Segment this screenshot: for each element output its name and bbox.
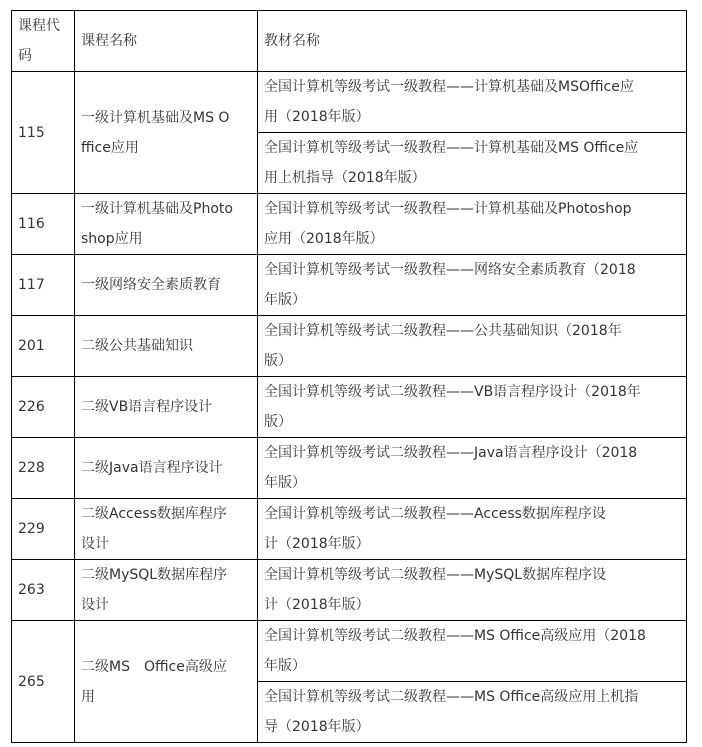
cell-text-line: 全国计算机等级考试一级教程——计算机基础及MSOffice应 — [264, 79, 634, 95]
cell-text-line: 一级网络安全素质教育 — [81, 277, 221, 293]
course-code-cell: 228 — [12, 438, 75, 499]
table-row — [12, 377, 687, 438]
course-code-cell: 265 — [12, 621, 75, 743]
course-name-cell — [75, 438, 258, 499]
table-row — [12, 560, 687, 621]
cell-text-line: 年版） — [264, 658, 306, 674]
textbook-name-cell — [258, 255, 687, 316]
cell-text-line: 二级公共基础知识 — [81, 338, 193, 354]
textbook-name-cell — [258, 72, 687, 133]
textbook-name-cell — [258, 377, 687, 438]
textbook-name-cell — [258, 438, 687, 499]
table-row — [12, 438, 687, 499]
cell-text-line: 版） — [264, 353, 292, 369]
cell-text-line: 用上机指导（2018年版） — [264, 170, 426, 186]
table-row — [12, 255, 687, 316]
textbook-name-cell — [258, 499, 687, 560]
header-text: 教材名称 — [264, 33, 320, 49]
textbook-name-cell — [258, 194, 687, 255]
table-row — [12, 194, 687, 255]
table-row — [12, 621, 687, 682]
cell-text-line: shop应用 — [81, 231, 143, 247]
table-header-row — [12, 11, 687, 72]
header-course-name — [75, 11, 258, 72]
cell-text-line: 全国计算机等级考试二级教程——VB语言程序设计（2018年 — [264, 384, 641, 400]
cell-text-line: 二级Access数据库程序 — [81, 506, 227, 522]
textbook-name-cell — [258, 682, 687, 743]
course-name-cell — [75, 377, 258, 438]
cell-text-line: 二级VB语言程序设计 — [81, 399, 213, 415]
course-code-cell: 226 — [12, 377, 75, 438]
cell-text-line: 用 — [81, 688, 95, 705]
header-text: 码 — [18, 48, 32, 64]
course-code-cell: 263 — [12, 560, 75, 621]
cell-text-line: 设计 — [81, 597, 109, 613]
course-code-cell: 201 — [12, 316, 75, 377]
header-course-code — [12, 11, 75, 72]
cell-text-line: 年版） — [264, 475, 306, 491]
textbook-name-cell — [258, 316, 687, 377]
cell-text-line: 全国计算机等级考试二级教程——公共基础知识（2018年 — [264, 323, 622, 339]
cell-text-line: 二级MS Office高级应 — [81, 658, 227, 675]
table-body — [12, 11, 687, 743]
cell-text-line: 全国计算机等级考试一级教程——计算机基础及Photoshop — [264, 201, 632, 217]
course-name-cell — [75, 255, 258, 316]
course-name-cell — [75, 621, 258, 743]
cell-text-line: 用（2018年版） — [264, 109, 370, 125]
cell-text-line: 一级计算机基础及MS O — [81, 109, 230, 126]
course-name-cell — [75, 194, 258, 255]
cell-text-line: 导（2018年版） — [264, 719, 370, 735]
cell-text-line: ffice应用 — [81, 139, 139, 156]
cell-text-line: 设计 — [81, 536, 109, 552]
cell-text-line: 二级Java语言程序设计 — [81, 460, 223, 476]
cell-text-line: 一级计算机基础及Photo — [81, 201, 233, 217]
course-code-cell: 117 — [12, 255, 75, 316]
cell-text-line: 全国计算机等级考试二级教程——MS Office高级应用（2018 — [264, 628, 646, 644]
cell-text-line: 全国计算机等级考试二级教程——MS Office高级应用上机指 — [264, 689, 639, 705]
table-row — [12, 316, 687, 377]
header-text: 课程代 — [18, 18, 60, 34]
textbook-name-cell — [258, 621, 687, 682]
header-textbook-name — [258, 11, 687, 72]
table-row — [12, 72, 687, 133]
cell-text-line: 年版） — [264, 292, 306, 308]
course-name-cell — [75, 560, 258, 621]
course-code-cell: 115 — [12, 72, 75, 194]
textbook-name-cell — [258, 560, 687, 621]
course-textbook-table — [11, 10, 687, 743]
cell-text-line: 版） — [264, 414, 292, 430]
course-name-cell — [75, 499, 258, 560]
cell-text-line: 全国计算机等级考试一级教程——计算机基础及MS Office应 — [264, 140, 639, 156]
cell-text-line: 计（2018年版） — [264, 597, 370, 613]
cell-text-line: 应用（2018年版） — [264, 231, 384, 247]
cell-text-line: 全国计算机等级考试一级教程——网络安全素质教育（2018 — [264, 262, 636, 278]
course-name-cell — [75, 72, 258, 194]
table-row — [12, 499, 687, 560]
cell-text-line: 全国计算机等级考试二级教程——Access数据库程序设 — [264, 506, 606, 522]
header-text: 课程名称 — [81, 33, 137, 49]
course-name-cell — [75, 316, 258, 377]
course-code-cell: 229 — [12, 499, 75, 560]
textbook-name-cell — [258, 133, 687, 194]
cell-text-line: 全国计算机等级考试二级教程——MySQL数据库程序设 — [264, 567, 607, 583]
cell-text-line: 全国计算机等级考试二级教程——Java语言程序设计（2018 — [264, 445, 638, 461]
cell-text-line: 计（2018年版） — [264, 536, 370, 552]
course-code-cell: 116 — [12, 194, 75, 255]
cell-text-line: 二级MySQL数据库程序 — [81, 567, 228, 583]
